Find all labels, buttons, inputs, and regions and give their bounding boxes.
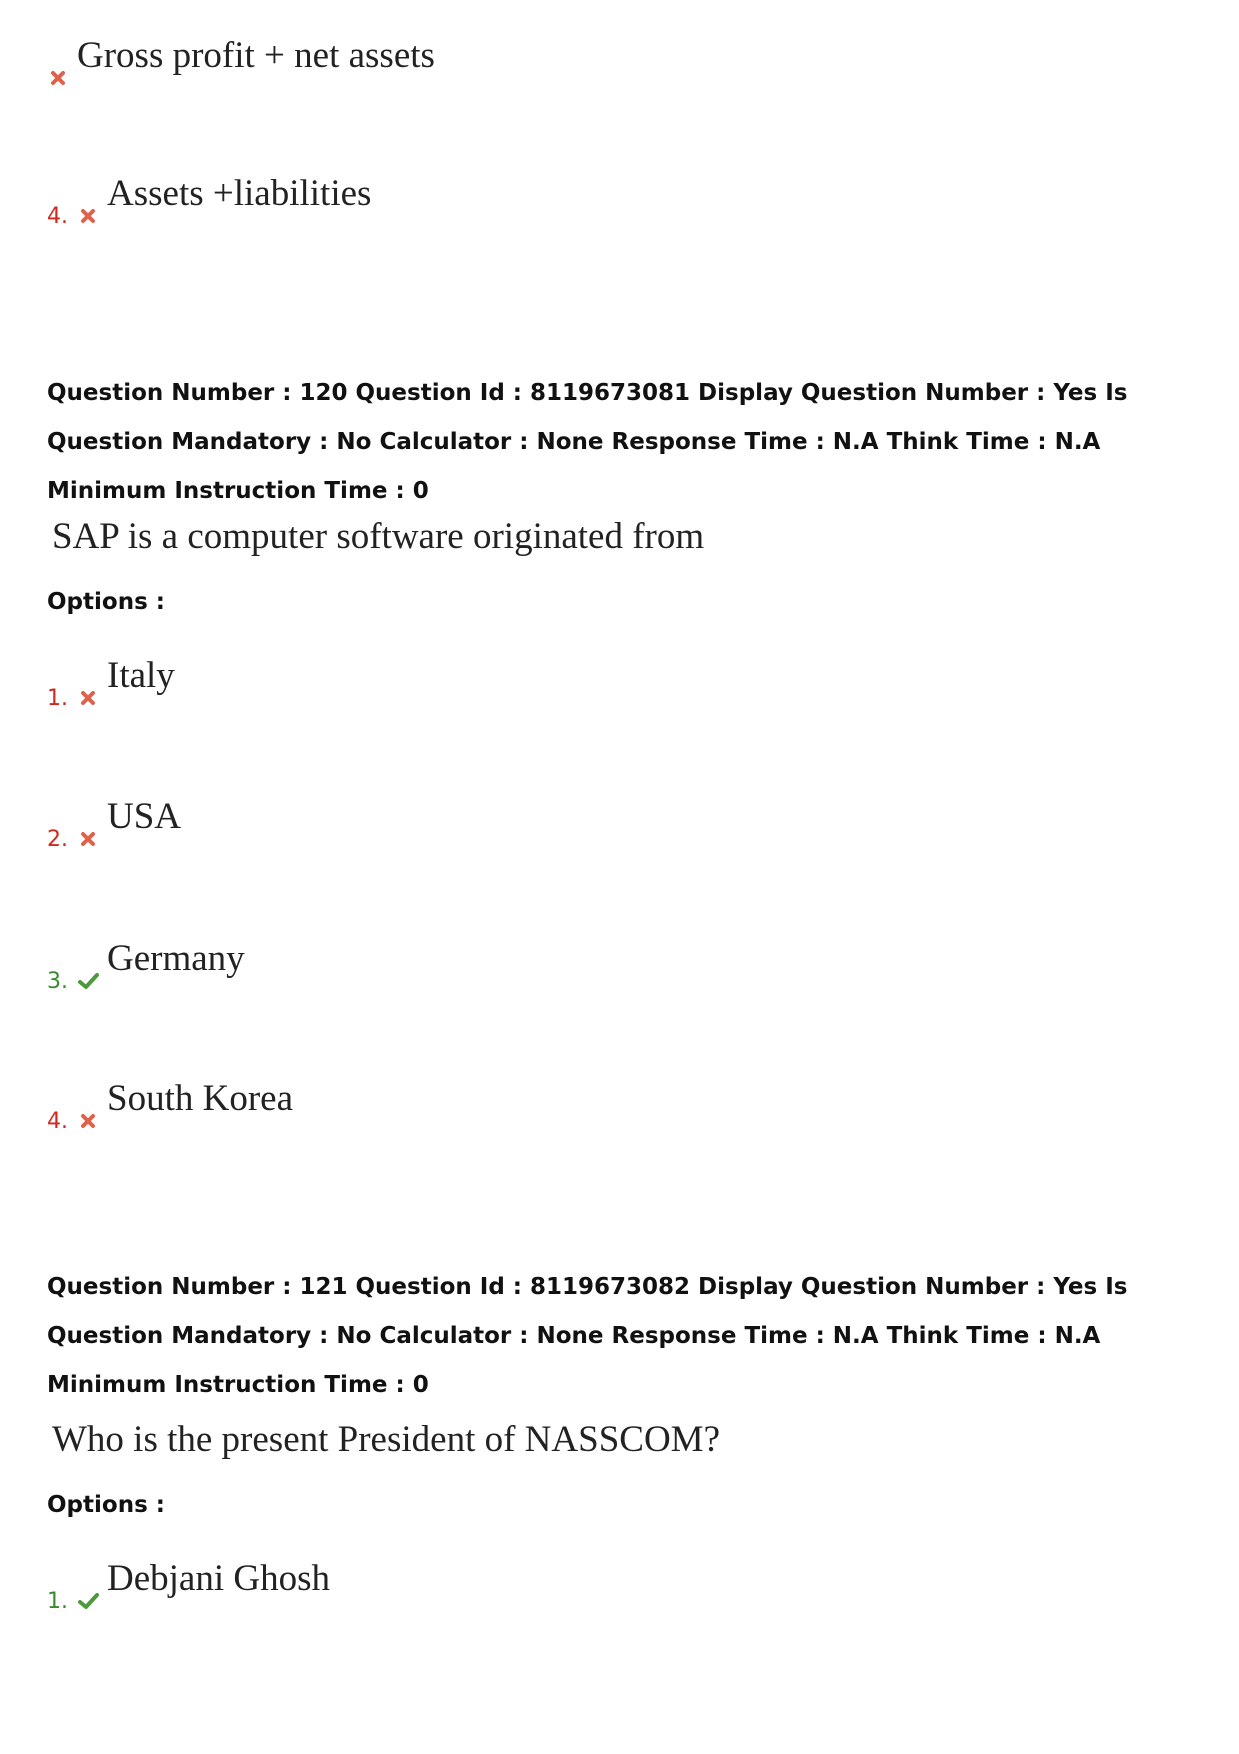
- cross-icon: [77, 828, 99, 850]
- question-text: Who is the present President of NASSCOM?: [52, 1419, 720, 1460]
- option-number: 4.: [47, 204, 68, 229]
- question-text: SAP is a computer software originated from: [52, 516, 705, 557]
- cross-icon: [77, 205, 99, 227]
- cross-icon: [77, 1110, 99, 1132]
- option-text: USA: [107, 796, 182, 837]
- option-number: 3.: [47, 969, 68, 994]
- check-icon: [77, 970, 99, 992]
- option-number: 1.: [47, 686, 68, 711]
- options-label: Options :: [47, 1492, 165, 1518]
- option-text: Italy: [107, 655, 175, 696]
- option-text: Debjani Ghosh: [107, 1558, 330, 1599]
- question-meta: Question Number : 121 Question Id : 8119673082 Display Question Number : Yes Is Question Mandatory : No Calculator : None Response Time : N.A Think Time : N.A Minimum Instruction Time : 0: [47, 1274, 1128, 1398]
- cross-icon: [77, 687, 99, 709]
- option-row: [47, 655, 175, 711]
- option-text: Gross profit + net assets: [77, 35, 435, 76]
- option-row: [47, 35, 435, 91]
- check-icon: [77, 1590, 99, 1612]
- option-number: 1.: [47, 1589, 68, 1614]
- option-number: 4.: [47, 1109, 68, 1134]
- option-text: Assets +liabilities: [107, 173, 372, 214]
- option-text: South Korea: [107, 1078, 293, 1119]
- question-meta: Question Number : 120 Question Id : 8119673081 Display Question Number : Yes Is Question Mandatory : No Calculator : None Response Time : N.A Think Time : N.A Minimum Instruction Time : 0: [47, 380, 1128, 504]
- option-row: [47, 938, 245, 994]
- cross-icon: [47, 67, 69, 89]
- option-number: 2.: [47, 827, 68, 852]
- option-row: [47, 173, 372, 229]
- option-row: [47, 796, 182, 852]
- option-text: Germany: [107, 938, 245, 979]
- options-label: Options :: [47, 589, 165, 615]
- option-row: [47, 1558, 330, 1614]
- option-row: [47, 1078, 293, 1134]
